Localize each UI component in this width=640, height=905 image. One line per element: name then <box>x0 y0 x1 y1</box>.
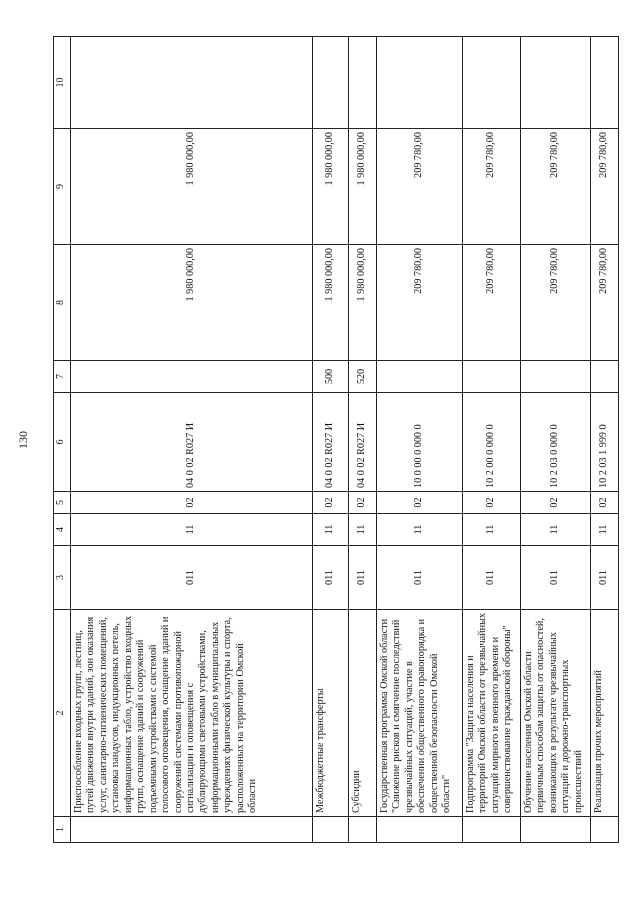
table-row <box>521 37 591 843</box>
table-row <box>463 37 521 843</box>
amount-col10-cell <box>377 37 463 129</box>
row-description: Подпрограмма "Защита населения и территорий Омской области от чрезвычайных ситуаций мирного и военного времени и совершенствование гражданской обороны" <box>463 610 521 817</box>
table-row <box>377 37 463 843</box>
amount-col10-cell <box>349 37 377 129</box>
rotated-content <box>16 37 610 843</box>
section-code-cell: 11 <box>313 514 349 546</box>
subsection-code-cell: 02 <box>349 492 377 514</box>
column-header: 5 <box>54 492 71 514</box>
subsection-code-cell: 02 <box>71 492 313 514</box>
target-article-cell: 10 2 00 0 000 0 <box>463 393 521 492</box>
amount-col8-cell: 1 980 000,00 <box>313 245 349 361</box>
amount-col10-cell <box>313 37 349 129</box>
row-index-cell <box>377 817 463 843</box>
section-code-cell: 11 <box>377 514 463 546</box>
row-index-cell <box>521 817 591 843</box>
subsection-code-cell: 02 <box>463 492 521 514</box>
expense-type-cell: 500 <box>313 361 349 393</box>
section-code-cell: 11 <box>521 514 591 546</box>
row-index-cell <box>349 817 377 843</box>
amount-col9-cell: 209 780,00 <box>521 129 591 245</box>
column-header: 4 <box>54 514 71 546</box>
row-index-cell <box>313 817 349 843</box>
section-code-cell: 11 <box>591 514 619 546</box>
amount-col9-cell: 209 780,00 <box>377 129 463 245</box>
column-header: 9 <box>54 129 71 245</box>
row-description: Обучение населения Омской области первичным способам защиты от опасностей, возникающих в результате чрезвычайных ситуаций и дорожно-транспортных происшествий <box>521 610 591 817</box>
admin-code-cell: 011 <box>71 546 313 610</box>
column-header: 8 <box>54 245 71 361</box>
amount-col10-cell <box>463 37 521 129</box>
amount-col9-cell: 1 980 000,00 <box>313 129 349 245</box>
amount-col8-cell: 209 780,00 <box>591 245 619 361</box>
expense-type-cell <box>463 361 521 393</box>
row-description: Приспособление входных групп, лестниц, путей движения внутри зданий, зон оказания услуг, санитарно-гигиенических помещений, установка пандусов, индукционных петель, информационных табло, устройство входных групп, оснащение зданий и сооружений подъемными устройствами с системой голосового оповещения, оснащение зданий и сооружений системами противопожарной сигнализации и оповещения с дублирующими световыми устройствами, информационными табло в муниципальных учреждениях физической культуры и спорта, расположенных на территории Омской области <box>71 610 313 817</box>
amount-col8-cell: 1 980 000,00 <box>349 245 377 361</box>
row-description: Реализация прочих мероприятий <box>591 610 619 817</box>
amount-col8-cell: 209 780,00 <box>463 245 521 361</box>
target-article-cell: 10 0 00 0 000 0 <box>377 393 463 492</box>
target-article-cell: 10 2 03 0 000 0 <box>521 393 591 492</box>
admin-code-cell: 011 <box>377 546 463 610</box>
amount-col9-cell: 209 780,00 <box>463 129 521 245</box>
budget-table <box>53 36 619 843</box>
amount-col9-cell: 1 980 000,00 <box>349 129 377 245</box>
amount-col10-cell <box>521 37 591 129</box>
amount-col8-cell: 209 780,00 <box>377 245 463 361</box>
section-code-cell: 11 <box>463 514 521 546</box>
column-header: 10 <box>54 37 71 129</box>
expense-type-cell: 520 <box>349 361 377 393</box>
amount-col9-cell: 1 980 000,00 <box>71 129 313 245</box>
section-code-cell: 11 <box>71 514 313 546</box>
section-code-cell: 11 <box>349 514 377 546</box>
row-description: Государственная программа Омской области "Снижение рисков и смягчение последствий чрезвычайных ситуаций, участие в обеспечении общественного правопорядка и общественной безопасности Омской области" <box>377 610 463 817</box>
amount-col8-cell: 209 780,00 <box>521 245 591 361</box>
expense-type-cell <box>591 361 619 393</box>
row-index-cell <box>463 817 521 843</box>
column-header: 1 <box>54 817 71 843</box>
admin-code-cell: 011 <box>463 546 521 610</box>
table-row <box>71 37 313 843</box>
target-article-cell: 04 0 02 R027 И <box>349 393 377 492</box>
subsection-code-cell: 02 <box>591 492 619 514</box>
page-number: 130 <box>16 431 30 449</box>
table-row <box>349 37 377 843</box>
column-header-row <box>54 37 71 843</box>
row-description: Субсидии <box>349 610 377 817</box>
row-description: Межбюджетные трансферты <box>313 610 349 817</box>
column-header: 6 <box>54 393 71 492</box>
row-index-cell <box>591 817 619 843</box>
column-header: 7 <box>54 361 71 393</box>
column-header: 3 <box>54 546 71 610</box>
target-article-cell: 04 0 02 R027 И <box>71 393 313 492</box>
amount-col9-cell: 209 780,00 <box>591 129 619 245</box>
target-article-cell: 04 0 02 R027 И <box>313 393 349 492</box>
subsection-code-cell: 02 <box>377 492 463 514</box>
amount-col10-cell <box>591 37 619 129</box>
expense-type-cell <box>71 361 313 393</box>
table-row <box>591 37 619 843</box>
subsection-code-cell: 02 <box>313 492 349 514</box>
column-header: 2 <box>54 610 71 817</box>
expense-type-cell <box>521 361 591 393</box>
subsection-code-cell: 02 <box>521 492 591 514</box>
target-article-cell: 10 2 03 1 999 0 <box>591 393 619 492</box>
expense-type-cell <box>377 361 463 393</box>
row-index-cell <box>71 817 313 843</box>
admin-code-cell: 011 <box>521 546 591 610</box>
admin-code-cell: 011 <box>349 546 377 610</box>
admin-code-cell: 011 <box>313 546 349 610</box>
amount-col8-cell: 1 980 000,00 <box>71 245 313 361</box>
amount-col10-cell <box>71 37 313 129</box>
table-row <box>313 37 349 843</box>
admin-code-cell: 011 <box>591 546 619 610</box>
